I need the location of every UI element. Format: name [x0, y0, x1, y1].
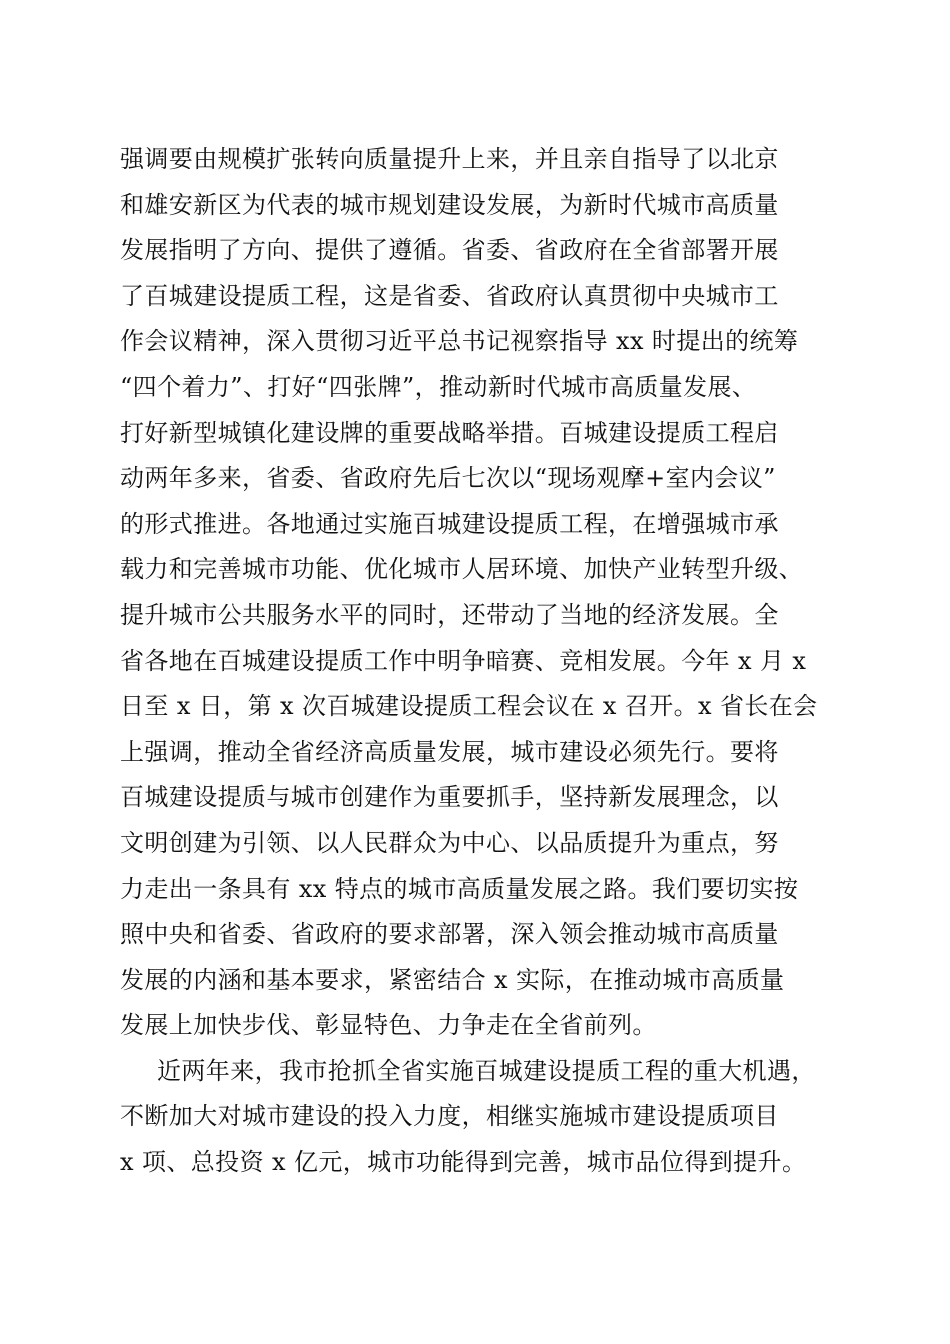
text-line: 了百城建设提质工程，这是省委、省政府认真贯彻中央城市工 [120, 281, 779, 310]
text-line: 发展上加快步伐、彰显特色、力争走在全省前列。 [120, 1011, 657, 1040]
text-line: 发展指明了方向、提供了遵循。省委、省政府在全省部署开展 [120, 236, 779, 265]
text-line: 不断加大对城市建设的投入力度，相继实施城市建设提质项目 [120, 1102, 779, 1131]
text-line: 打好新型城镇化建设牌的重要战略举措。百城建设提质工程启 [120, 418, 779, 447]
text-line: 省各地在百城建设提质工作中明争暗赛、竞相发展。今年 x 月 x [120, 646, 807, 675]
text-line: 照中央和省委、省政府的要求部署，深入领会推动城市高质量 [120, 920, 779, 949]
text-line: 百城建设提质与城市创建作为重要抓手，坚持新发展理念，以 [120, 783, 779, 812]
document-body [120, 137, 860, 1186]
text-line: 和雄安新区为代表的城市规划建设发展，为新时代城市高质量 [120, 190, 779, 219]
paragraph-2 [120, 1049, 860, 1186]
text-line: 的形式推进。各地通过实施百城建设提质工程，在增强城市承 [120, 509, 779, 538]
text-line: 近两年来，我市抢抓全省实施百城建设提质工程的重大机遇， [157, 1056, 816, 1085]
text-line: x 项、总投资 x 亿元，城市功能得到完善，城市品位得到提升。 [120, 1148, 807, 1177]
text-line: “四个着力”、打好“四张牌”，推动新时代城市高质量发展、 [120, 372, 757, 401]
text-line: 载力和完善城市功能、优化城市人居环境、加快产业转型升级、 [120, 555, 804, 584]
text-line: 上强调，推动全省经济高质量发展，城市建设必须先行。要将 [120, 737, 779, 766]
text-line: 发展的内涵和基本要求，紧密结合 x 实际，在推动城市高质量 [120, 965, 785, 994]
text-line: 强调要由规模扩张转向质量提升上来，并且亲自指导了以北京 [120, 145, 779, 173]
text-line: 文明创建为引领、以人民群众为中心、以品质提升为重点，努 [120, 828, 779, 857]
text-line: 力走出一条具有 xx 特点的城市高质量发展之路。我们要切实按 [120, 874, 799, 903]
text-line: 日至 x 日，第 x 次百城建设提质工程会议在 x 召开。x 省长在会 [120, 692, 818, 721]
text-line: 作会议精神，深入贯彻习近平总书记视察指导 xx 时提出的统筹 [120, 327, 799, 356]
text-line: 动两年多来，省委、省政府先后七次以“现场观摩+室内会议” [120, 464, 776, 493]
text-line: 提升城市公共服务水平的同时，还带动了当地的经济发展。全 [120, 600, 779, 629]
paragraph-1 [120, 137, 860, 1049]
